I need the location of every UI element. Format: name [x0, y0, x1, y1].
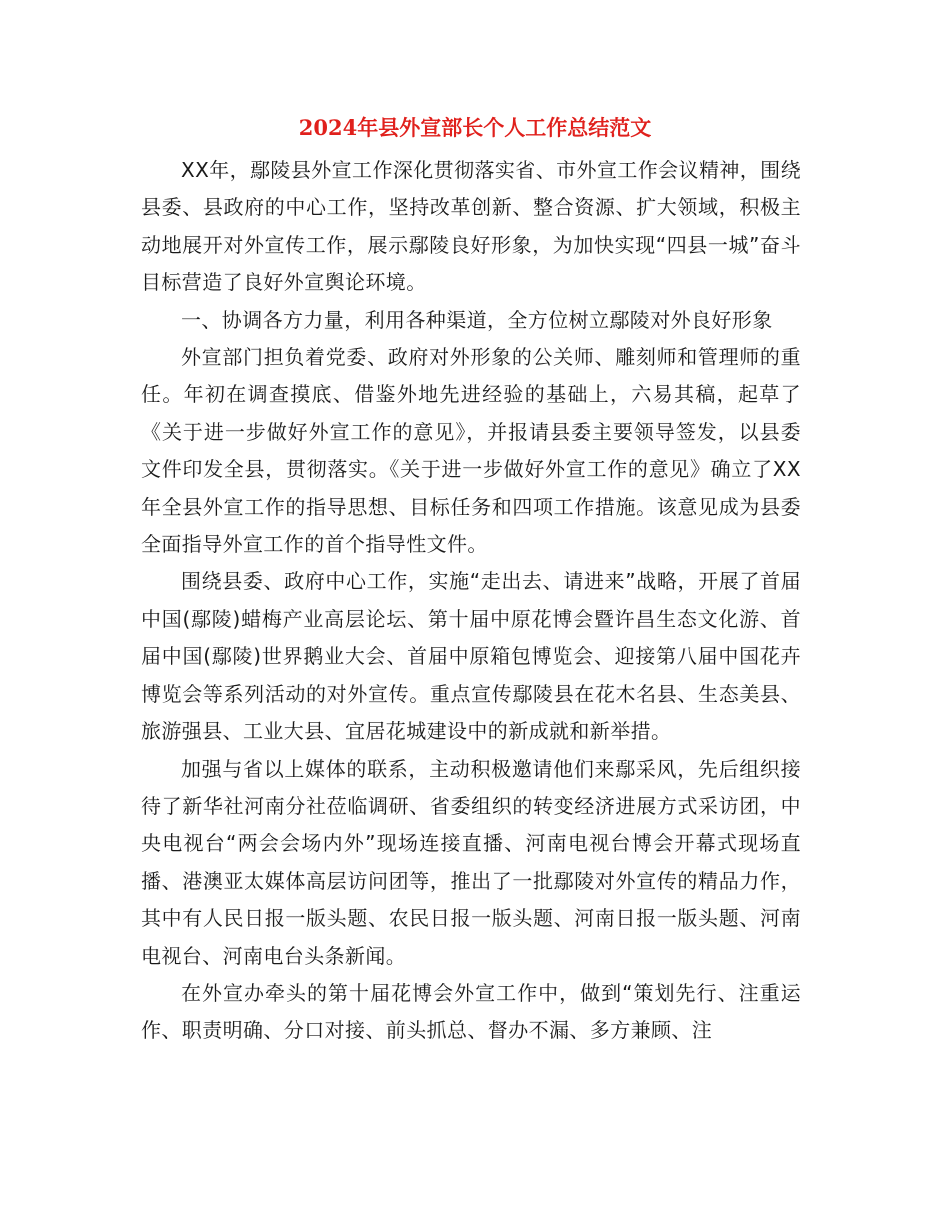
- document-title: 2024年县外宣部长个人工作总结范文: [298, 115, 652, 140]
- paragraph-3: 围绕县委、政府中心工作，实施“走出去、请进来”战略，开展了首届中国(鄢陵)蜡梅产业高层论坛、第十届中原花博会暨许昌生态文化游、首届中国(鄢陵)世界鹅业大会、首届中原箱包博览会、迎接第八届中国花卉博览会等系列活动的对外宣传。重点宣传鄢陵县在花木名县、生态美县、旅游强县、工业大县、宜居花城建设中的新成就和新举措。: [141, 569, 801, 744]
- section-heading-1: 一、协调各方力量，利用各种渠道，全方位树立鄢陵对外良好形象: [181, 307, 773, 332]
- document-body: [141, 152, 801, 1050]
- paragraph-4: 加强与省以上媒体的联系，主动积极邀请他们来鄢采风，先后组织接待了新华社河南分社莅临调研、省委组织的转变经济进展方式采访团，中央电视台“两会会场内外”现场连接直播、河南电视台博会开幕式现场直播、港澳亚太媒体高层访问团等，推出了一批鄢陵对外宣传的精品力作，其中有人民日报一版头题、农民日报一版头题、河南日报一版头题、河南电视台、河南电台头条新闻。: [141, 756, 801, 968]
- paragraph-2: 外宣部门担负着党委、政府对外形象的公关师、雕刻师和管理师的重任。年初在调查摸底、借鉴外地先进经验的基础上，六易其稿，起草了《关于进一步做好外宣工作的意见》，并报请县委主要领导签发，以县委文件印发全县，贯彻落实。《关于进一步做好外宣工作的意见》确立了XX年全县外宣工作的指导思想、目标任务和四项工作措施。该意见成为县委全面指导外宣工作的首个指导性文件。: [141, 345, 801, 557]
- paragraph-intro: XX年，鄢陵县外宣工作深化贯彻落实省、市外宣工作会议精神，围绕县委、县政府的中心工作，坚持改革创新、整合资源、扩大领域，积极主动地展开对外宣传工作，展示鄢陵良好形象，为加快实现“四县一城”奋斗目标营造了良好外宣舆论环境。: [141, 158, 801, 295]
- paragraph-5: 在外宣办牵头的第十届花博会外宣工作中，做到“策划先行、注重运作、职责明确、分口对接、前头抓总、督办不漏、多方兼顾、注: [141, 980, 801, 1043]
